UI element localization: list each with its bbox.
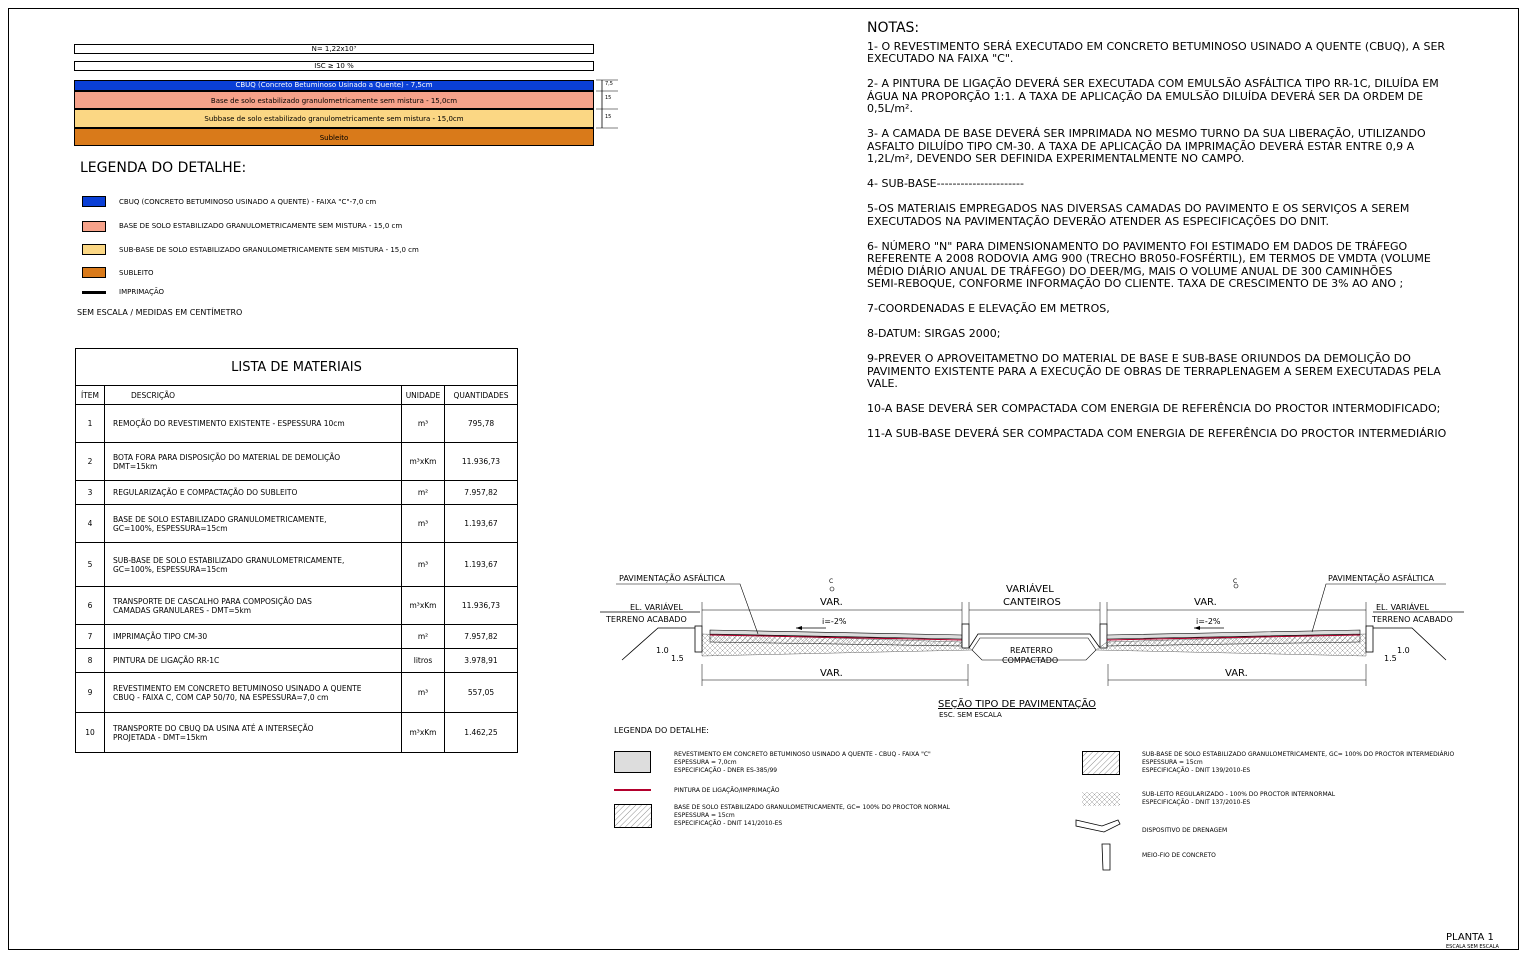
table-row	[76, 405, 518, 443]
note-item: 4- SUB-BASE----------------------	[867, 177, 1024, 190]
cell-unit: m³	[402, 543, 445, 587]
isc-value-label: ISC ≥ 10 %	[314, 62, 354, 70]
cell-desc: SUB-BASE DE SOLO ESTABILIZADO GRANULOMETRICAMENTE, GC=100%, ESPESSURA=15cm	[105, 543, 402, 587]
ratio-right-h: 1.5	[1384, 654, 1397, 663]
centerline-left: C	[829, 578, 834, 585]
cell-item: 7	[76, 625, 105, 649]
curb-right	[1366, 626, 1373, 652]
drainage-device-icon	[1074, 818, 1122, 836]
var-bottom-left: VAR.	[820, 668, 843, 679]
ratio-left-v: 1.0	[656, 646, 669, 655]
sl-cbuq-text	[674, 751, 931, 775]
cell-unit: m³	[402, 405, 445, 443]
cell-qty: 11.936,73	[445, 587, 518, 625]
reaterro-label: REATERRO	[1010, 646, 1053, 655]
section-subtitle: ESC. SEM ESCALA	[939, 711, 1002, 719]
layer-subbase	[74, 109, 594, 128]
slope-left: i=-2%	[822, 617, 847, 626]
compactado-label: COMPACTADO	[1002, 656, 1059, 665]
header-unit: UNIDADE	[402, 386, 445, 405]
pav-asfaltica-right: PAVIMENTAÇÃO ASFÁLTICA	[1328, 574, 1434, 583]
header-qty: QUANTIDADES	[445, 386, 518, 405]
sl-base-line2: ESPESSURA = 15cm	[674, 812, 735, 819]
table-row	[76, 625, 518, 649]
cell-qty: 1.193,67	[445, 543, 518, 587]
cell-unit: m²	[402, 625, 445, 649]
cell-item: 3	[76, 481, 105, 505]
table-row	[76, 673, 518, 713]
cell-item: 9	[76, 673, 105, 713]
materials-body	[76, 405, 518, 753]
sl-subbase-line1: SUB-BASE DE SOLO ESTABILIZADO GRANULOMETRICAMENTE, GC= 100% DO PROCTOR INTERMEDIÁRIO	[1142, 751, 1455, 758]
variavel-label: VARIÁVEL	[1006, 584, 1054, 595]
section-title: SEÇÃO TIPO DE PAVIMENTAÇÃO	[938, 699, 1097, 710]
notes-block	[867, 22, 1507, 453]
legend-label-cbuq: CBUQ (CONCRETO BETUMINOSO USINADO A QUENTE) - FAIXA "C"-7,0 cm	[119, 198, 377, 206]
cell-item: 8	[76, 649, 105, 673]
sl-subbase-line2: ESPESSURA = 15cm	[1142, 759, 1203, 766]
sl-drenagem-text: DISPOSITIVO DE DRENAGEM	[1142, 827, 1228, 834]
sl-base-line3: ESPECIFICAÇÃO - DNIT 141/2010-ES	[674, 820, 783, 827]
curb-left	[695, 626, 702, 652]
layer-subleito	[74, 128, 594, 146]
materials-title: LISTA DE MATERIAIS	[76, 349, 518, 386]
cell-qty: 7.957,82	[445, 625, 518, 649]
cell-unit: m³xKm	[402, 443, 445, 481]
sl-subleito-line1: SUB-LEITO REGULARIZADO - 100% DO PROCTOR INTERNORMAL	[1142, 791, 1336, 798]
table-row	[76, 481, 518, 505]
sheet-subtitle: ESCALA SEM ESCALA	[1446, 944, 1499, 950]
sl-subleito-line2: ESPECIFICAÇÃO - DNIT 137/2010-ES	[1142, 799, 1251, 806]
table-row	[76, 543, 518, 587]
materials-table	[75, 348, 518, 753]
sl-cbuq-line2: ESPESSURA = 7,0cm	[674, 759, 737, 766]
cell-qty: 1.193,67	[445, 505, 518, 543]
dim-label-base: 15	[605, 95, 612, 101]
sl-subbase-text	[1142, 751, 1454, 775]
note-item: 3- A CAMADA DE BASE DEVERÁ SER IMPRIMADA NO MESMO TURNO DA SUA LIBERAÇÃO, UTILIZANDO ASFALTO DILUÍDO TIPO CM-30. A TAXA DE APLICAÇÃO DA IMPRIMAÇÃO DEVERÁ ESTAR ENTRE 0,9 A 1,2L/m², DEVENDO SER DEFINIDA EXPERIMENTALMENTE NO CAMPO.	[867, 127, 1426, 165]
legend-swatch-subleito	[82, 267, 106, 278]
layer-cbuq-label: CBUQ (Concreto Betuminoso Usinado a Quente) - 7,5cm	[235, 81, 433, 89]
layer-base-label: Base de solo estabilizado granulometricamente sem mistura - 15,0cm	[210, 97, 458, 105]
swatch-base-hatch	[614, 804, 652, 828]
terreno-acabado-right: TERRENO ACABADO	[1372, 615, 1453, 624]
cell-desc: TRANSPORTE DO CBUQ DA USINA ATÉ A INTERSEÇÃO PROJETADA - DMT=15km	[105, 713, 402, 753]
table-row	[76, 505, 518, 543]
section-legend-title: LEGENDA DO DETALHE:	[614, 726, 709, 735]
cell-item: 10	[76, 713, 105, 753]
sl-meiofio-text: MEIO-FIO DE CONCRETO	[1142, 852, 1216, 859]
cell-desc: BOTA FORA PARA DISPOSIÇÃO DO MATERIAL DE DEMOLIÇÃO DMT=15km	[105, 443, 402, 481]
cell-unit: m³	[402, 673, 445, 713]
note-item: 8-DATUM: SIRGAS 2000;	[867, 327, 1001, 340]
cell-qty: 557,05	[445, 673, 518, 713]
note-item: 11-A SUB-BASE DEVERÁ SER COMPACTADA COM ENERGIA DE REFERÊNCIA DO PROCTOR INTERMEDIÁRIO	[867, 427, 1447, 440]
el-variavel-left: EL. VARIÁVEL	[630, 603, 683, 612]
cell-desc: BASE DE SOLO ESTABILIZADO GRANULOMETRICAMENTE, GC=100%, ESPESSURA=15cm	[105, 505, 402, 543]
notes-list	[867, 41, 1507, 441]
terreno-acabado-left: TERRENO ACABADO	[606, 615, 687, 624]
table-row	[76, 649, 518, 673]
cell-desc: TRANSPORTE DE CASCALHO PARA COMPOSIÇÃO DAS CAMADAS GRANULARES - DMT=5km	[105, 587, 402, 625]
slope-right: i=-2%	[1196, 617, 1221, 626]
cell-item: 1	[76, 405, 105, 443]
cell-qty: 7.957,82	[445, 481, 518, 505]
cell-item: 5	[76, 543, 105, 587]
cell-unit: m³xKm	[402, 713, 445, 753]
cell-item: 6	[76, 587, 105, 625]
note-item: 2- A PINTURA DE LIGAÇÃO DEVERÁ SER EXECUTADA COM EMULSÃO ASFÁLTICA TIPO RR-1C, DILUÍDA EM ÁGUA NA PROPORÇÃO 1:1. A TAXA DE APLICAÇÃO DA EMULSÃO DILUÍDA DEVERÁ SER DA ORDEM DE 0,5L/m².	[867, 77, 1439, 115]
legend-label-base: BASE DE SOLO ESTABILIZADO GRANULOMETRICAMENTE SEM MISTURA - 15,0 cm	[119, 222, 403, 230]
note-item: 9-PREVER O APROVEITAMETNO DO MATERIAL DE BASE E SUB-BASE ORIUNDOS DA DEMOLIÇÃO DO PAVIMENTO EXISTENTE PARA A EXECUÇÃO DE OBRAS DE TERRAPLENAGEM A SEREM EXECUTADAS PELA VALE.	[867, 352, 1441, 390]
swatch-pintura	[614, 789, 651, 791]
table-row	[76, 443, 518, 481]
sl-subleito-text	[1142, 791, 1335, 807]
note-item: 7-COORDENADAS E ELEVAÇÃO EM METROS,	[867, 302, 1110, 315]
legend-label-subbase: SUB-BASE DE SOLO ESTABILIZADO GRANULOMETRICAMENTE SEM MISTURA - 15,0 cm	[119, 246, 419, 254]
cell-desc: REMOÇÃO DO REVESTIMENTO EXISTENTE - ESPESSURA 10cm	[105, 405, 402, 443]
var-bottom-right: VAR.	[1225, 668, 1248, 679]
n-value-box	[74, 44, 594, 54]
cell-unit: litros	[402, 649, 445, 673]
cell-qty: 795,78	[445, 405, 518, 443]
sl-pintura-text: PINTURA DE LIGAÇÃO/IMPRIMAÇÃO	[674, 787, 780, 794]
scale-note: SEM ESCALA / MEDIDAS EM CENTÍMETRO	[77, 308, 243, 317]
swatch-subleito-xhatch	[1082, 792, 1120, 806]
centerline-right: C	[1233, 578, 1238, 585]
dim-label-subbase: 15	[605, 114, 612, 120]
notes-title: NOTAS:	[867, 20, 920, 36]
curb-median-left	[962, 624, 969, 648]
legend-line-imprimacao	[82, 291, 106, 294]
cell-unit: m³xKm	[402, 587, 445, 625]
legend-swatch-base	[82, 221, 106, 232]
ratio-left-h: 1.5	[671, 654, 684, 663]
note-item: 1- O REVESTIMENTO SERÁ EXECUTADO EM CONCRETO BETUMINOSO USINADO A QUENTE (CBUQ), A SER EXECUTADO NA FAIXA "C".	[867, 39, 1446, 65]
note-item: 5-OS MATERIAIS EMPREGADOS NAS DIVERSAS CAMADAS DO PAVIMENTO E OS SERVIÇOS A SEREM EXECUTADOS NA PAVIMENTAÇÃO DEVERÃO ATENDER AS ESPECIFICAÇÕES DO DNIT.	[867, 202, 1410, 228]
legend-swatch-cbuq	[82, 196, 106, 207]
legend-label-subleito: SUBLEITO	[119, 269, 154, 277]
ratio-right-v: 1.0	[1397, 646, 1410, 655]
pav-asfaltica-left: PAVIMENTAÇÃO ASFÁLTICA	[619, 574, 725, 583]
note-item: 6- NÚMERO "N" PARA DIMENSIONAMENTO DO PAVIMENTO FOI ESTIMADO EM DADOS DE TRÁFEGO REFERENTE A 2008 RODOVIA AMG 900 (TRECHO BR050-FOSFÉRTIL), EM TERMOS DE VMDTA (VOLUME MÉDIO DIÁRIO ANUAL DE TRÁFEGO) DO DEER/MG, MAIS O VOLUME ANUAL DE 300 CAMINHÕES SEMI-REBOQUE, CONFORME INFORMAÇÃO DO CLIENTE. TAXA DE CRESCIMENTO DE 3% AO ANO ;	[867, 239, 1431, 290]
dim-label-cbuq: 7,5	[605, 81, 613, 87]
canteiros-label: CANTEIROS	[1003, 597, 1061, 608]
table-row	[76, 713, 518, 753]
cell-item: 4	[76, 505, 105, 543]
n-value-label: N= 1,22x10⁷	[311, 45, 357, 53]
sl-subbase-line3: ESPECIFICAÇÃO - DNIT 139/2010-ES	[1142, 767, 1251, 774]
legend-label-imprimacao: IMPRIMAÇÃO	[119, 288, 165, 296]
el-variavel-right: EL. VARIÁVEL	[1376, 603, 1429, 612]
var-top-left: VAR.	[820, 597, 843, 608]
legend-title: LEGENDA DO DETALHE:	[80, 160, 247, 176]
sl-cbuq-line3: ESPECIFICAÇÃO - DNER ES-385/99	[674, 767, 778, 774]
sl-cbuq-line1: REVESTIMENTO EM CONCRETO BETUMINOSO USINADO A QUENTE - CBUQ - FAIXA "C"	[674, 751, 931, 758]
cell-qty: 1.462,25	[445, 713, 518, 753]
header-item: ÍTEM	[76, 386, 105, 405]
cell-qty: 3.978,91	[445, 649, 518, 673]
isc-value-box	[74, 61, 594, 71]
cell-unit: m²	[402, 481, 445, 505]
layer-cbuq	[74, 80, 594, 91]
cell-unit: m³	[402, 505, 445, 543]
curb-icon	[1100, 842, 1114, 872]
table-row	[76, 587, 518, 625]
materials-header-row	[76, 386, 518, 405]
sl-base-line1: BASE DE SOLO ESTABILIZADO GRANULOMETRICAMENTE, GC= 100% DO PROCTOR NORMAL	[674, 804, 950, 811]
cell-qty: 11.936,73	[445, 443, 518, 481]
cell-desc: IMPRIMAÇÃO TIPO CM-30	[105, 625, 402, 649]
var-top-right: VAR.	[1194, 597, 1217, 608]
cell-desc: REGULARIZAÇÃO E COMPACTAÇÃO DO SUBLEITO	[105, 481, 402, 505]
cell-item: 2	[76, 443, 105, 481]
cell-desc: PINTURA DE LIGAÇÃO RR-1C	[105, 649, 402, 673]
sl-base-text	[674, 804, 950, 828]
layer-subbase-label: Subbase de solo estabilizado granulometricamente sem mistura - 15,0cm	[204, 115, 464, 123]
layer-base	[74, 91, 594, 109]
layer-subleito-label: Subleito	[319, 134, 349, 142]
sheet-title: PLANTA 1	[1446, 932, 1494, 943]
legend-swatch-subbase	[82, 244, 106, 255]
cell-desc: REVESTIMENTO EM CONCRETO BETUMINOSO USINADO A QUENTE CBUQ - FAIXA C, COM CAP 50/70, NA ESPESSURA=7,0 cm	[105, 673, 402, 713]
header-desc: DESCRIÇÃO	[105, 386, 402, 405]
swatch-cbuq	[614, 751, 651, 773]
note-item: 10-A BASE DEVERÁ SER COMPACTADA COM ENERGIA DE REFERÊNCIA DO PROCTOR INTERMODIFICADO;	[867, 402, 1441, 415]
swatch-subbase-hatch	[1082, 751, 1120, 775]
